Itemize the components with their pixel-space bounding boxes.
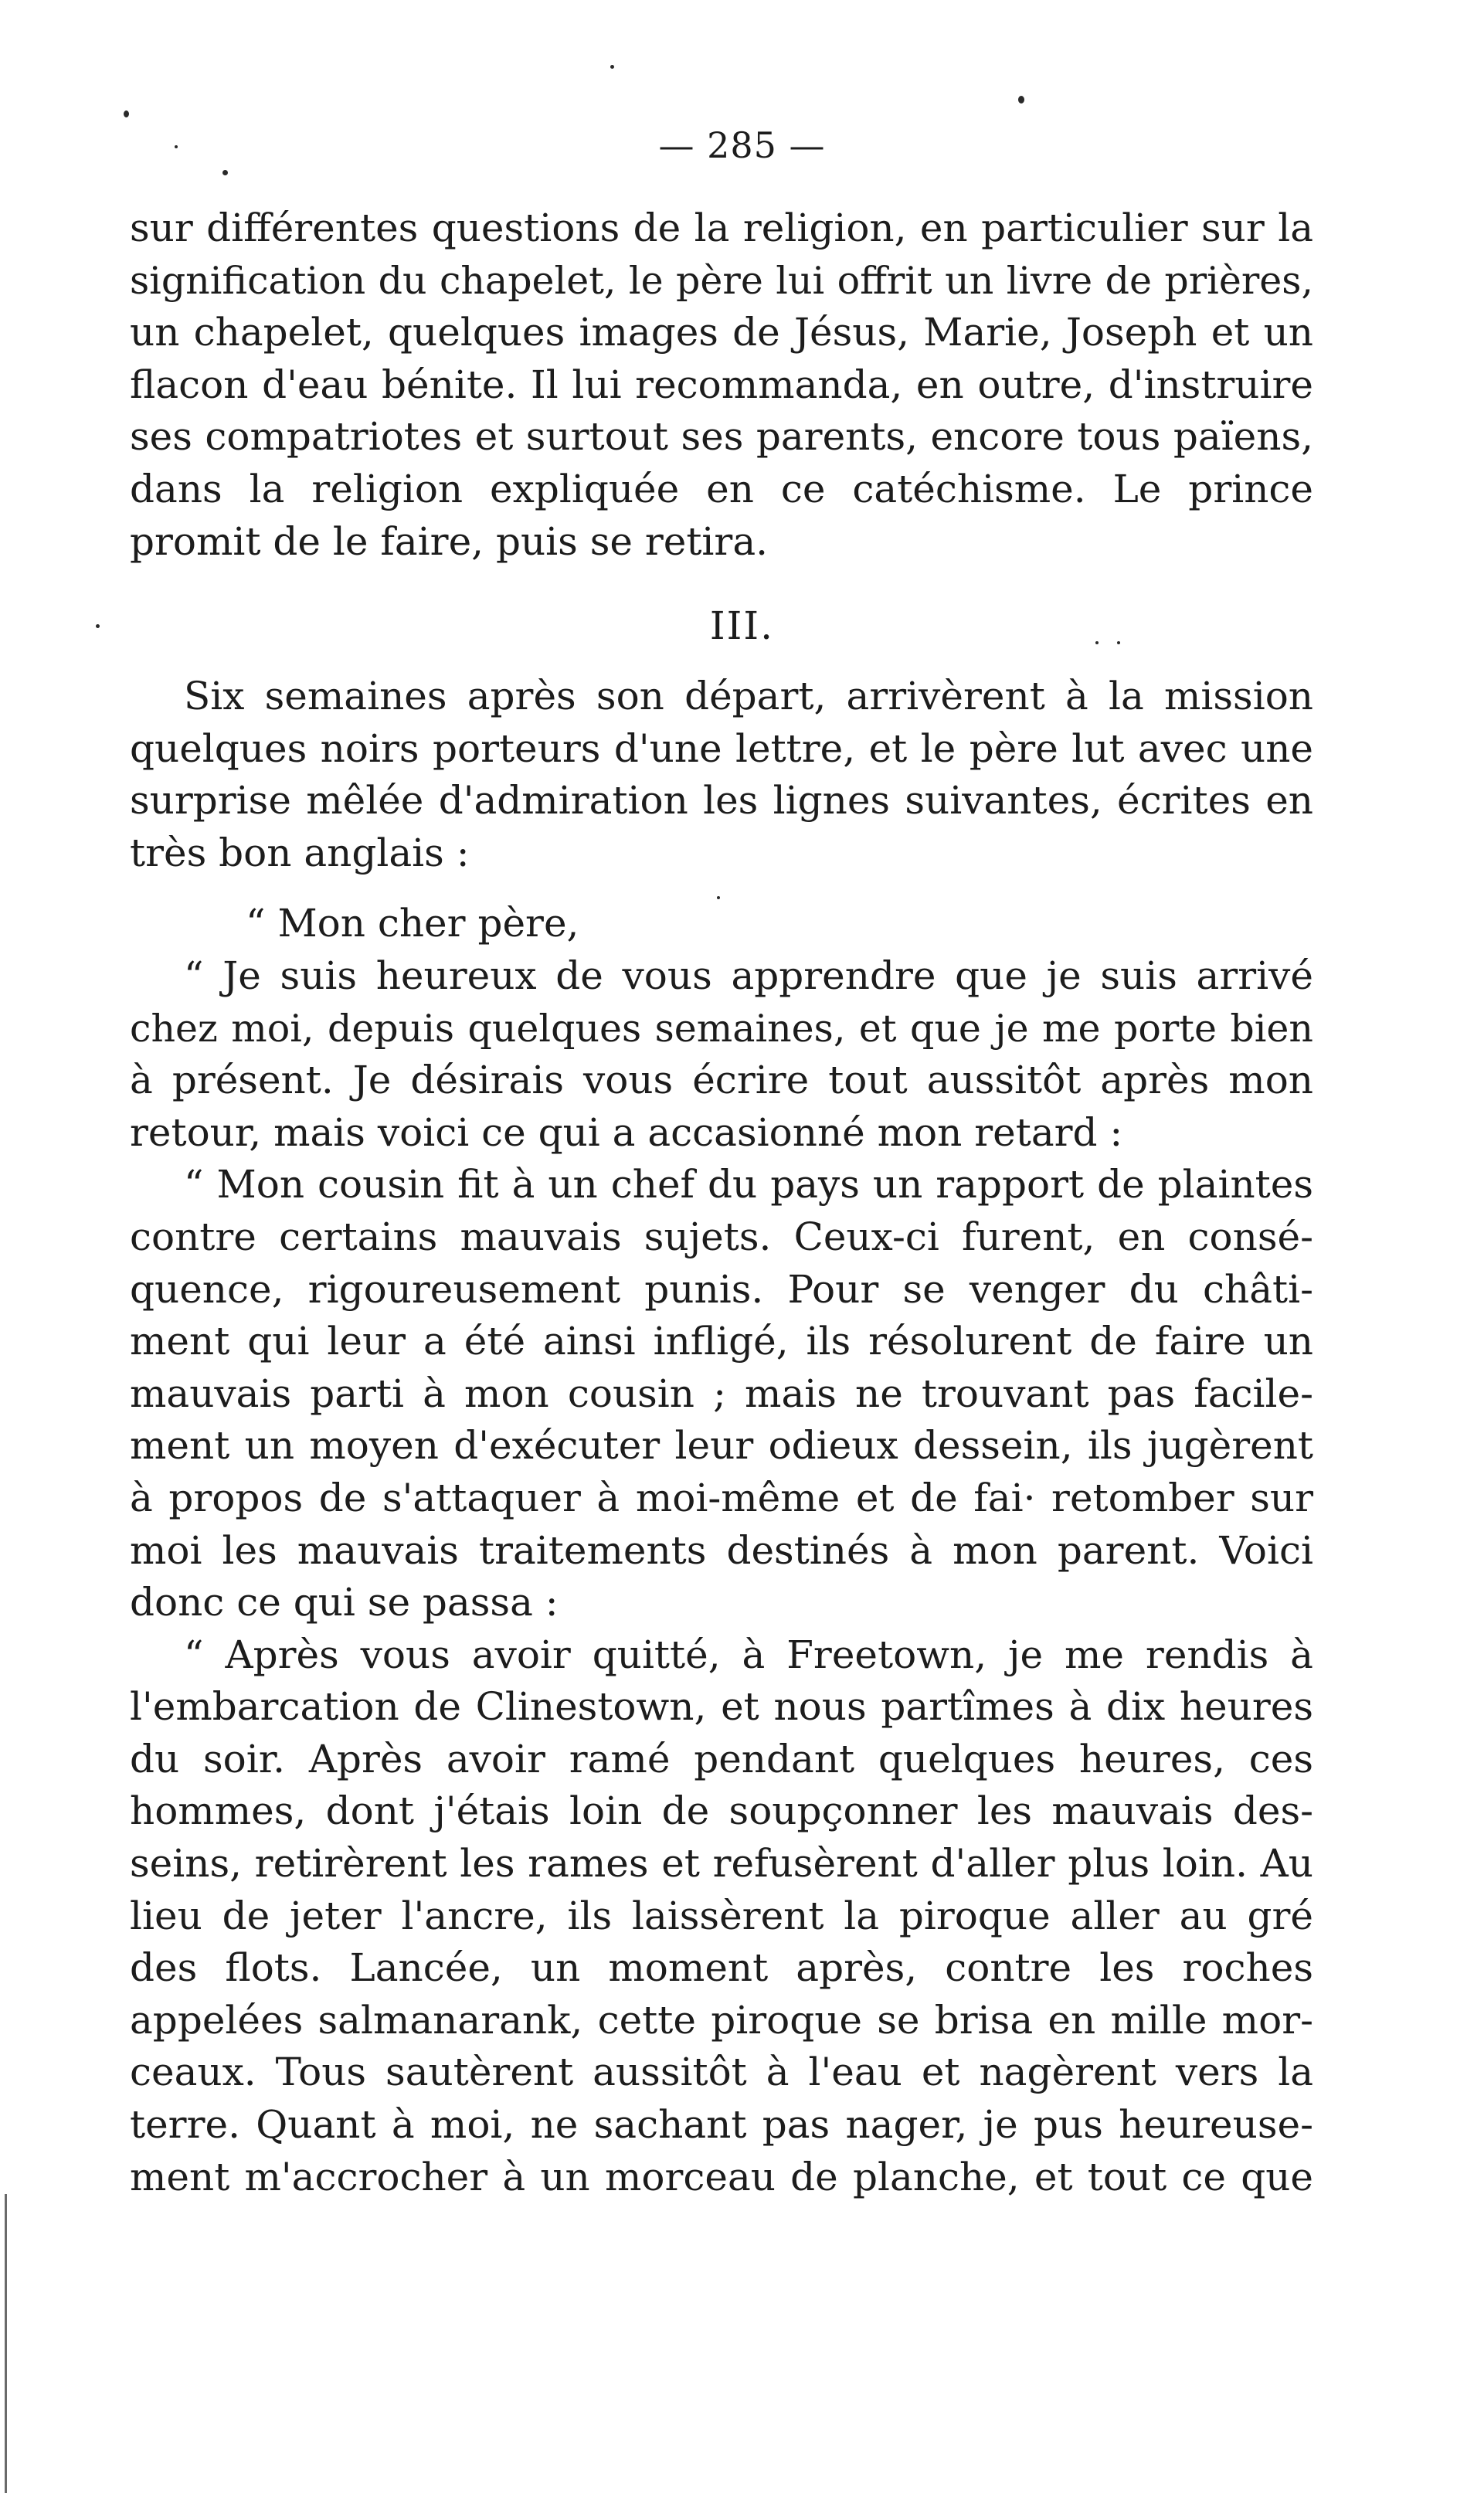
scan-speck (222, 170, 228, 175)
text-line: terre. Quant à moi, ne sachant pas nager, je pus heureuse- (130, 2102, 1313, 2148)
text-line: à propos de s'attaquer à moi-même et de fai· retomber sur (130, 1475, 1313, 1520)
text-line: contre certains mauvais sujets. Ceux-ci furent, en consé- (130, 1214, 1313, 1259)
page-number: — 285 — (658, 124, 826, 166)
text-line: signification du chapelet, le père lui offrit un livre de prières, (130, 258, 1313, 303)
letter-salutation: “ Mon cher père, (246, 901, 579, 946)
text-line: des flots. Lancée, un moment après, contre les roches (130, 1945, 1313, 1991)
blank-line (130, 879, 1313, 898)
text-line: surprise mêlée d'admiration les lignes suivantes, écrites en (130, 778, 1313, 824)
text-line: ment qui leur a été ainsi infligé, ils résolurent de faire un (130, 1319, 1313, 1364)
text-line: hommes, dont j'étais loin de soupçonner les mauvais des- (130, 1788, 1313, 1834)
section-body (130, 671, 1313, 2203)
text-line: à présent. Je désirais vous écrire tout aussitôt après mon (130, 1058, 1313, 1103)
text-line: moi les mauvais traitements destinés à mon parent. Voici (130, 1527, 1313, 1573)
scan-edge-mark (5, 2194, 7, 2493)
text-line: quence, rigoureusement punis. Pour se venger du châti- (130, 1266, 1313, 1312)
text-line: “ Mon cousin fit à un chef du pays un rapport de plaintes (184, 1162, 1313, 1207)
text-line: chez moi, depuis quelques semaines, et que je me porte bien (130, 1006, 1313, 1051)
scan-speck (1018, 96, 1024, 104)
text-line: flacon d'eau bénite. Il lui recommanda, en outre, d'instruire (130, 362, 1313, 407)
text-line: Six semaines après son départ, arrivèrent à la mission (184, 674, 1313, 718)
text-line: sur différentes questions de la religion, en particulier sur la (130, 205, 1313, 250)
text-line: retour, mais voici ce qui a accasionné mon retard : (130, 1109, 1123, 1155)
text-line: un chapelet, quelques images de Jésus, Marie, Joseph et un (130, 310, 1313, 355)
text-line: ceaux. Tous sautèrent aussitôt à l'eau et nagèrent vers la (130, 2050, 1313, 2095)
text-line: l'embarcation de Clinestown, et nous partîmes à dix heures (130, 1684, 1313, 1730)
text-line: seins, retirèrent les rames et refusèrent d'aller plus loin. Au (130, 1841, 1313, 1887)
text-line: “ Après vous avoir quitté, à Freetown, je me rendis à (184, 1632, 1313, 1677)
text-line: ses compatriotes et surtout ses parents, encore tous païens, (130, 414, 1313, 460)
scan-speck (124, 110, 129, 117)
text-line: “ Je suis heureux de vous apprendre que je suis arrivé (184, 953, 1313, 998)
text-line: dans la religion expliquée en ce catéchisme. Le prince (130, 466, 1313, 511)
text-line: promit de le faire, puis se retira. (130, 518, 769, 564)
paragraph-continuation (130, 202, 1313, 568)
text-line: ment un moyen d'exécuter leur odieux dessein, ils jugèrent (130, 1423, 1313, 1469)
text-line: quelques noirs porteurs d'une lettre, et le père lut avec une (130, 725, 1313, 771)
text-line: du soir. Après avoir ramé pendant quelques heures, ces (130, 1736, 1313, 1781)
text-line: donc ce qui se passa : (130, 1580, 559, 1625)
scan-speck (610, 65, 614, 69)
text-line: lieu de jeter l'ancre, ils laissèrent la piroque aller au gré (130, 1893, 1313, 1938)
text-line: mauvais parti à mon cousin ; mais ne trouvant pas facile- (130, 1370, 1313, 1416)
section-heading: III. (709, 603, 775, 648)
text-line: très bon anglais : (130, 830, 470, 875)
text-line: ment m'accrocher à un morceau de planche, et tout ce que (130, 2154, 1313, 2199)
text-line: appelées salmanarank, cette piroque se brisa en mille mor- (130, 1997, 1313, 2043)
